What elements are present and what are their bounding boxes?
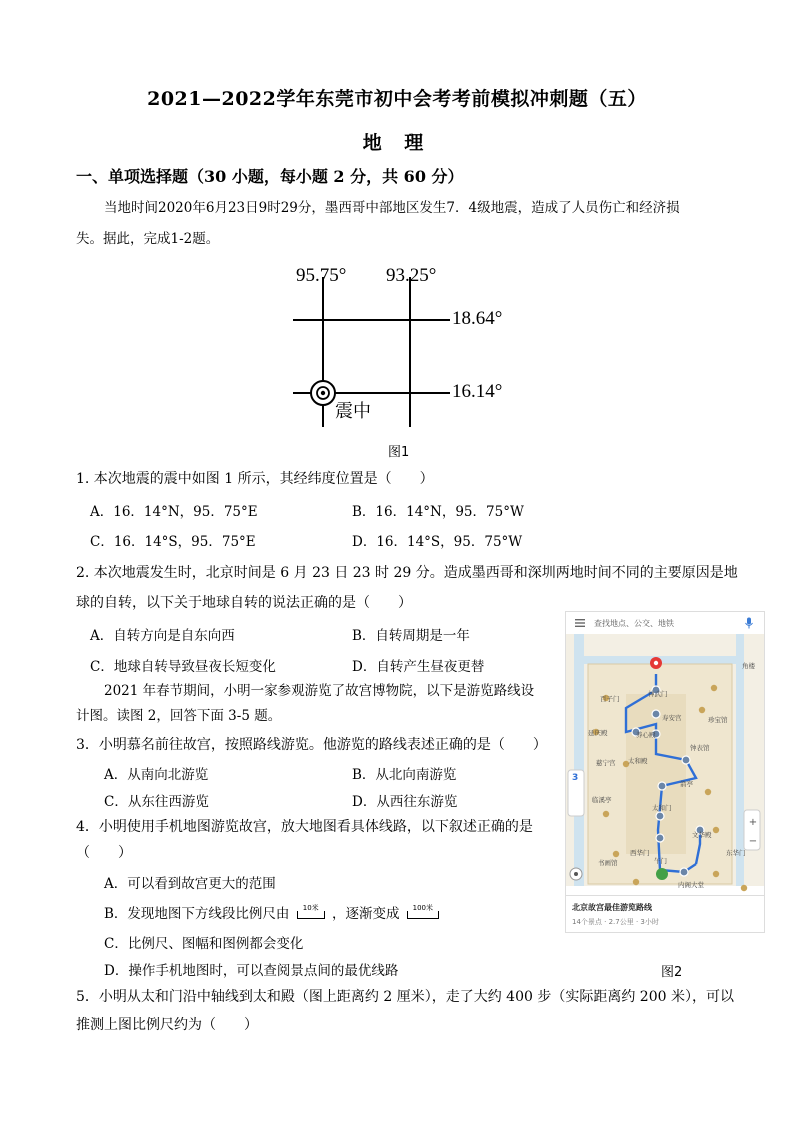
q2-option-c: C．地球自转导致昼夜长短变化 xyxy=(90,659,276,675)
q5-stem-line1: 5．小明从太和门沿中轴线到太和殿（图上距离约 2 厘米），走了大约 400 步（实际距离约 200 米），可以 xyxy=(76,989,734,1005)
lat-label-bottom: 16.14° xyxy=(452,381,503,402)
q4-option-b xyxy=(104,902,442,922)
q4-option-b-mid: ，逐渐变成 xyxy=(332,906,400,922)
q4-option-c: C．比例尺、图幅和图例都会变化 xyxy=(104,936,304,952)
figure1-caption: 图1 xyxy=(388,445,410,460)
map-label-cininggong: 慈宁宫 xyxy=(596,759,616,767)
map-label-baizimen: 百子门 xyxy=(600,695,620,703)
figure1-graticule xyxy=(285,265,515,430)
q1-option-b: B．16．14°N，95．75°W xyxy=(352,504,524,520)
intro1-line2: 失。据此，完成1-2题。 xyxy=(76,231,220,247)
lat-label-top: 18.64° xyxy=(452,308,503,329)
q2-stem-line2: 球的自转，以下关于地球自转的说法正确的是（ ） xyxy=(76,595,412,611)
q3-option-c: C．从东往西游览 xyxy=(104,794,209,810)
map-label-shenwumen: 神武门 xyxy=(648,690,668,698)
q3-option-d: D．从西往东游览 xyxy=(352,794,458,810)
scale-bar-small-label: 10米 xyxy=(302,903,319,912)
map-label-jiaolou: 角楼 xyxy=(742,662,755,670)
q1-option-c: C．16．14°S，95．75°E xyxy=(90,534,256,550)
menu-icon xyxy=(574,617,586,629)
map-label-zhenbaoguan: 珍宝馆 xyxy=(708,716,728,724)
map-label-yanxige: 延庆殿 xyxy=(588,729,608,737)
map-side-number: 3 xyxy=(572,773,579,783)
scale-bar-large-label: 100米 xyxy=(412,903,433,912)
svg-text:−: − xyxy=(748,836,758,847)
lon-label-left: 95.75° xyxy=(296,265,347,286)
q4-option-a: A．可以看到故宫更大的范围 xyxy=(104,876,276,892)
map-label-jianting: 箭亭 xyxy=(680,780,693,788)
q3-stem: 3．小明慕名前往故宫，按照路线游览。他游览的路线表述正确的是（ ） xyxy=(76,737,547,753)
q3-option-a: A．从南向北游览 xyxy=(104,767,209,783)
scale-bar-small xyxy=(297,903,325,919)
map-label-zhongbiaoguan: 钟表馆 xyxy=(690,744,710,752)
q2-stem-line1: 2. 本次地震发生时，北京时间是 6 月 23 日 23 时 29 分。造成墨西哥和深圳两地时间不同的主要原因是地 xyxy=(76,565,738,581)
intro1-line1: 当地时间2020年6月23日9时29分，墨西哥中部地区发生7．4级地震，造成了人员伤亡和经济损 xyxy=(104,200,680,216)
map-label-wenhuadian: 文华殿 xyxy=(692,831,712,839)
q3-option-b: B．从北向南游览 xyxy=(352,767,457,783)
q4-stem-line2: （ ） xyxy=(76,845,132,861)
map-label-xihuamen: 西华门 xyxy=(630,849,650,857)
route-info: 14个景点 · 2.7公里 · 3小时 xyxy=(572,918,659,926)
map-label-wumen: 午门 xyxy=(654,857,667,865)
q4-option-d: D．操作手机地图时，可以查阅景点间的最优线路 xyxy=(104,963,399,979)
figure2-map-screenshot xyxy=(565,611,765,933)
intro2-line1: 2021 年春节期间，小明一家参观游览了故宫博物院，以下是游览路线设 xyxy=(104,683,535,699)
scale-bar-large xyxy=(407,903,439,919)
epicenter-dot xyxy=(321,391,325,395)
figure2-caption: 图2 xyxy=(661,965,683,980)
map-route-panel xyxy=(566,895,764,932)
map-label-neicheng: 内阁大堂 xyxy=(678,881,704,889)
lon-label-right: 93.25° xyxy=(386,265,437,286)
q4-option-b-prefix: B．发现地图下方线段比例尺由 xyxy=(104,906,290,922)
page-title: 2021—2022学年东莞市初中会考考前模拟冲刺题（五） xyxy=(147,88,647,110)
map-search-placeholder: 查找地点、公交、地铁 xyxy=(594,619,674,628)
route-start-marker xyxy=(656,868,668,880)
subject-title: 地 理 xyxy=(362,132,432,154)
svg-text:+: + xyxy=(748,817,758,828)
map-label-taihemen: 太和门 xyxy=(652,804,672,812)
microphone-icon xyxy=(744,617,754,629)
q5-stem-line2: 推测上图比例尺约为（ ） xyxy=(76,1017,258,1033)
q1-stem: 1. 本次地震的震中如图 1 所示，其经纬度位置是（ ） xyxy=(76,471,434,487)
q2-option-d: D．自转产生昼夜更替 xyxy=(352,659,485,675)
q2-option-b: B．自转周期是一年 xyxy=(352,628,470,644)
map-label-taihedian: 太和殿 xyxy=(628,757,648,765)
map-label-yangxindian: 养心殿 xyxy=(636,731,656,739)
intro2-line2: 计图。读图 2，回答下面 3-5 题。 xyxy=(76,708,282,724)
q1-option-d: D．16．14°S，95．75°W xyxy=(352,534,523,550)
map-search-bar xyxy=(566,612,764,635)
section-heading: 一、单项选择题（30 小题，每小题 2 分，共 60 分） xyxy=(76,167,464,186)
map-label-shuhuaguan: 书画馆 xyxy=(598,859,618,867)
route-title: 北京故宫最佳游览路线 xyxy=(572,903,652,912)
map-label-donghuamen: 东华门 xyxy=(726,849,746,857)
q1-option-a: A．16．14°N，95．75°E xyxy=(90,504,258,520)
map-label-linxiyuan: 临溪亭 xyxy=(592,796,612,804)
q4-stem-line1: 4．小明使用手机地图游览故宫，放大地图看具体线路，以下叙述正确的是 xyxy=(76,819,533,835)
epicenter-label: 震中 xyxy=(335,401,371,422)
q2-option-a: A．自转方向是自东向西 xyxy=(90,628,235,644)
map-label-shouangong: 寿安宫 xyxy=(662,714,682,722)
